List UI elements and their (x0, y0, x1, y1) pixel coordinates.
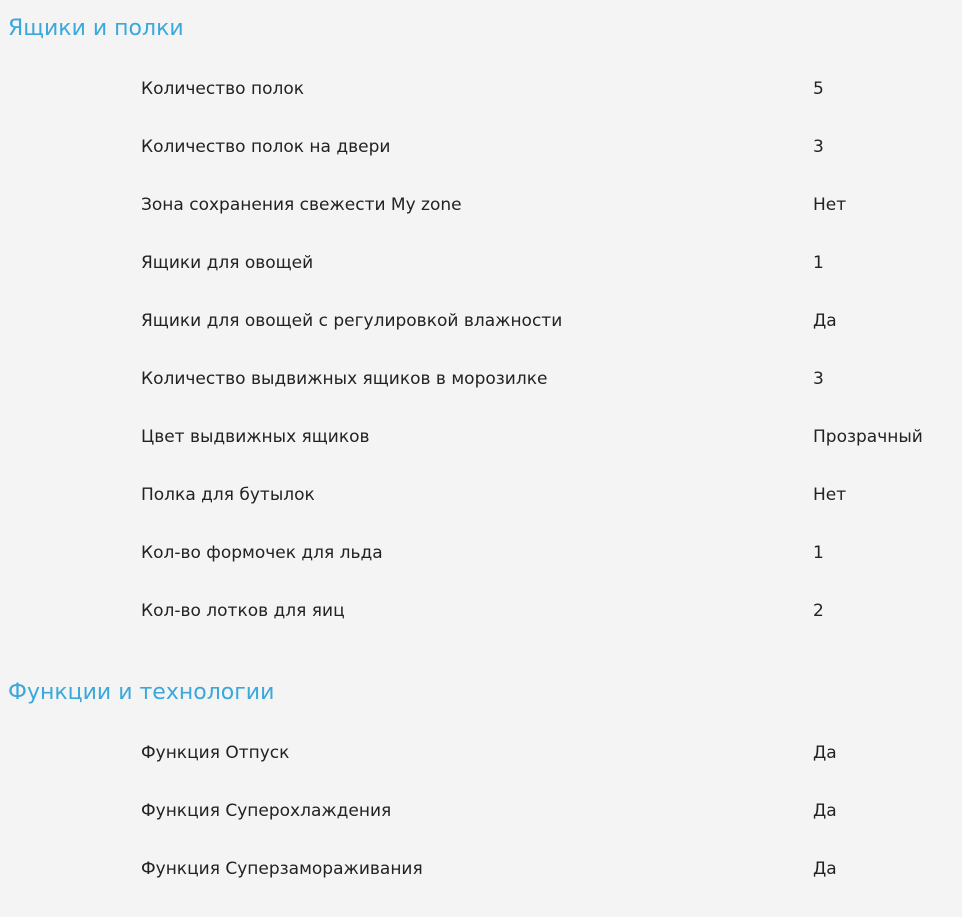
spec-label: Полка для бутылок (141, 485, 315, 505)
spec-row (0, 251, 962, 275)
section-title-functions-technologies: Функции и технологии (8, 680, 275, 705)
spec-label: Количество выдвижных ящиков в морозилке (141, 369, 548, 389)
spec-value: Да (813, 311, 837, 331)
spec-label: Ящики для овощей с регулировкой влажности (141, 311, 563, 331)
spec-row (0, 425, 962, 449)
spec-value: 3 (813, 137, 824, 157)
spec-label: Функция Суперохлаждения (141, 801, 392, 821)
spec-row (0, 367, 962, 391)
spec-label: Кол-во лотков для яиц (141, 601, 345, 621)
spec-value: 1 (813, 253, 824, 273)
spec-row (0, 599, 962, 623)
spec-value: Нет (813, 195, 847, 215)
spec-value: Да (813, 743, 837, 763)
spec-value: 2 (813, 601, 824, 621)
spec-value: 1 (813, 543, 824, 563)
spec-value: 5 (813, 79, 824, 99)
spec-label: Зона сохранения свежести My zone (141, 195, 462, 215)
spec-label: Количество полок на двери (141, 137, 391, 157)
spec-label: Количество полок (141, 79, 305, 99)
spec-row (0, 741, 962, 765)
spec-value: Да (813, 801, 837, 821)
spec-row (0, 799, 962, 823)
spec-value: 3 (813, 369, 824, 389)
spec-row (0, 77, 962, 101)
spec-row (0, 309, 962, 333)
spec-label: Функция Суперзамораживания (141, 859, 423, 879)
spec-row (0, 541, 962, 565)
spec-value: Нет (813, 485, 847, 505)
spec-label: Цвет выдвижных ящиков (141, 427, 370, 447)
spec-label: Ящики для овощей (141, 253, 314, 273)
spec-row (0, 193, 962, 217)
spec-row (0, 135, 962, 159)
spec-value: Да (813, 859, 837, 879)
spec-label: Кол-во формочек для льда (141, 543, 383, 563)
section-title-drawers-shelves: Ящики и полки (8, 16, 184, 41)
spec-row (0, 483, 962, 507)
spec-value: Прозрачный (813, 427, 923, 447)
spec-label: Функция Отпуск (141, 743, 290, 763)
spec-row (0, 857, 962, 881)
